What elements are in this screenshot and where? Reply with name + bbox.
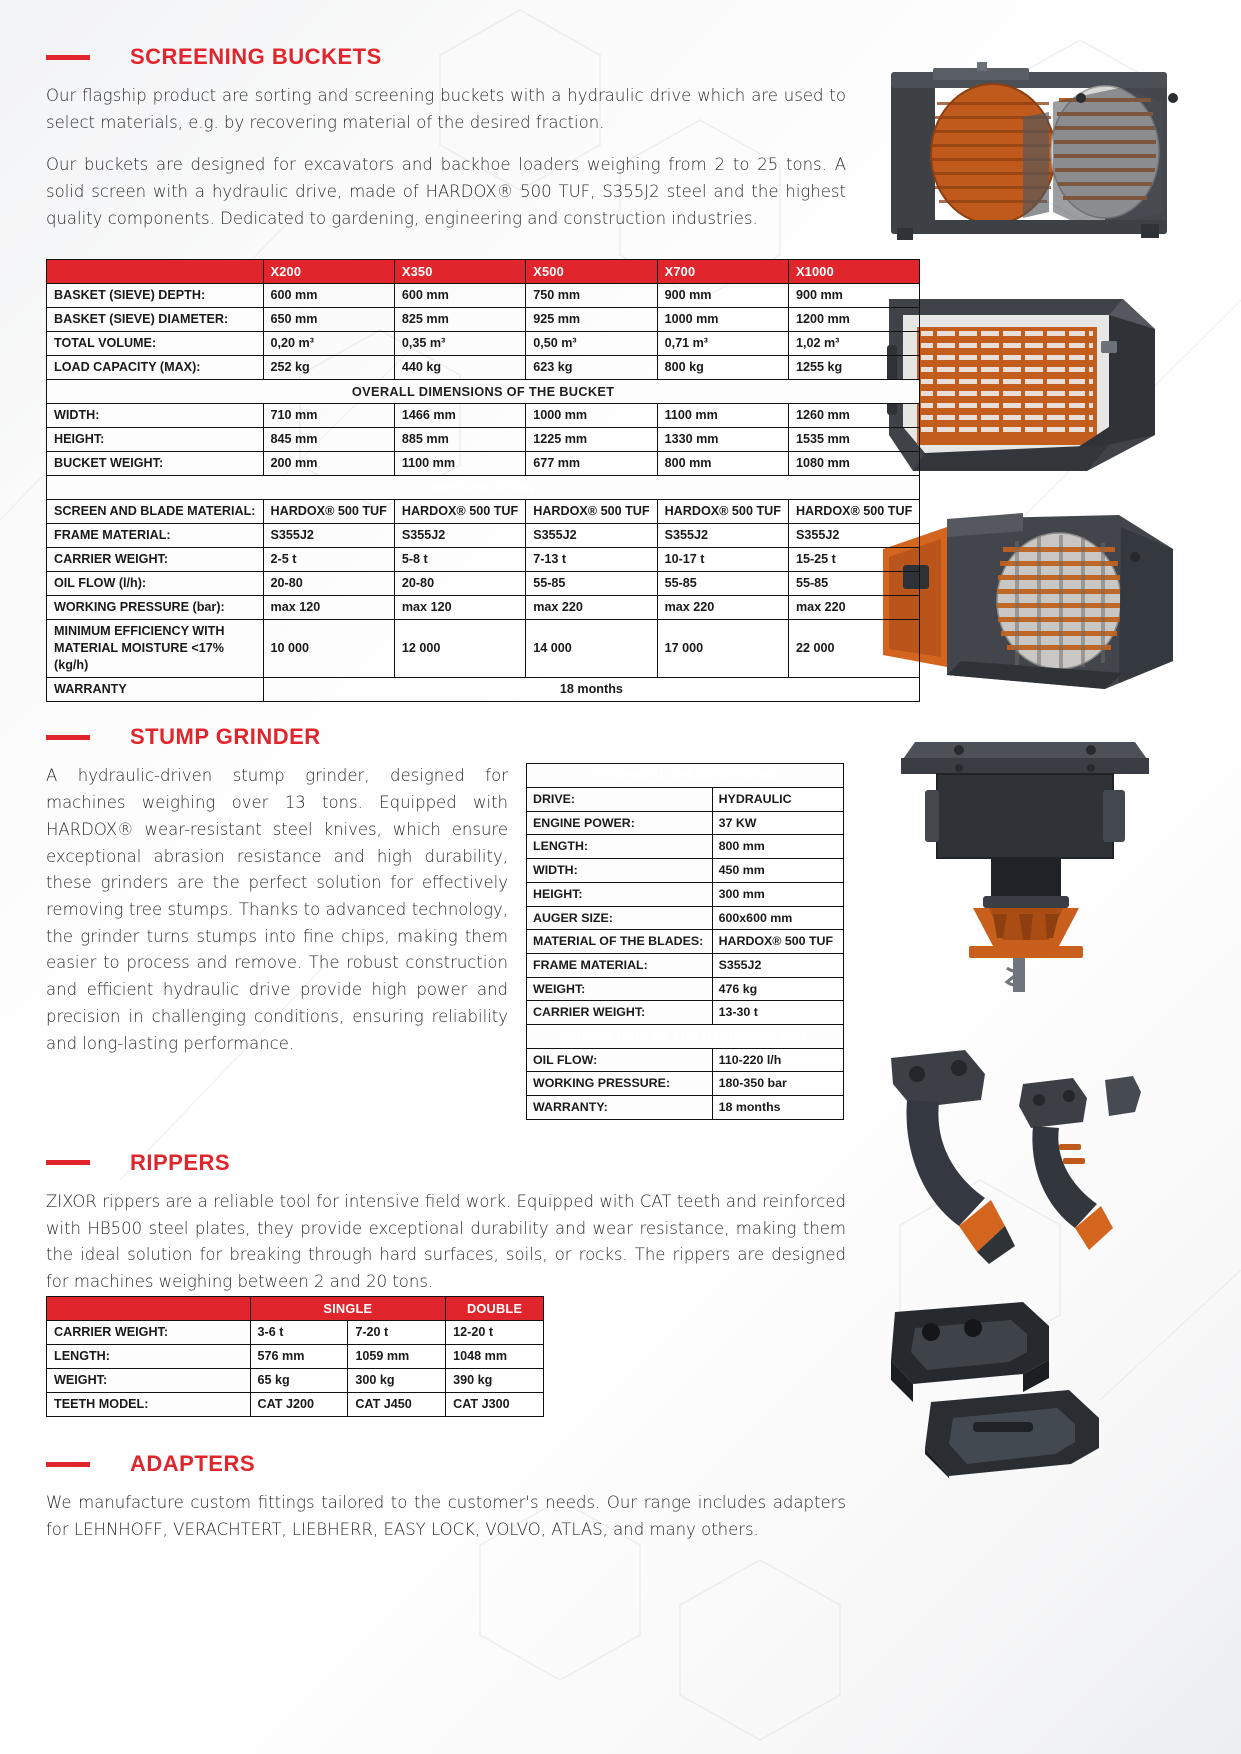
row-label: LENGTH: (47, 1345, 251, 1369)
table-row (47, 1321, 544, 1345)
table-row (47, 355, 920, 379)
table-row (47, 572, 920, 596)
row-value: 1225 mm (526, 428, 657, 452)
row-value: 1330 mm (657, 428, 788, 452)
row-label: DRIVE: (527, 787, 713, 811)
table-row (47, 428, 920, 452)
table-row (47, 596, 920, 620)
table-header-row (47, 259, 920, 283)
row-value: 1255 kg (788, 355, 919, 379)
row-label: MINIMUM EFFICIENCY WITH MATERIAL MOISTURE <17% (kg/h) (47, 620, 264, 678)
row-label: OIL FLOW: (527, 1048, 713, 1072)
row-value: 476 kg (712, 977, 843, 1001)
row-label: FRAME MATERIAL: (47, 524, 264, 548)
row-value: 22 000 (788, 620, 919, 678)
row-label: WIDTH: (47, 404, 264, 428)
row-value: 1,02 m³ (788, 331, 919, 355)
row-value: 0,35 m³ (394, 331, 525, 355)
table-row (527, 1072, 844, 1096)
model-header: X1000 (788, 259, 919, 283)
double-header: DOUBLE (446, 1296, 544, 1320)
row-value: 600x600 mm (712, 906, 843, 930)
buckets-paragraph-2: Our buckets are designed for excavators and backhoe loaders weighing from 2 to 25 tons. A solid screen with a hydraulic drive, made of HARDOX® 500 TUF, S355J2 steel and the highest quality components. Dedicated to gardening, engineering and construction industries. (46, 155, 846, 228)
table-row (527, 930, 844, 954)
row-value: 1080 mm (788, 452, 919, 476)
red-dash-icon (46, 1160, 90, 1165)
table-row (527, 977, 844, 1001)
table-row (47, 620, 920, 678)
table-row (47, 1369, 544, 1393)
table-row (47, 524, 920, 548)
table-row (47, 1345, 544, 1369)
row-value: S355J2 (526, 524, 657, 548)
row-value: 677 mm (526, 452, 657, 476)
table-row (47, 283, 920, 307)
row-label: SCREEN AND BLADE MATERIAL: (47, 500, 264, 524)
red-dash-icon (46, 55, 90, 60)
band-row-specification (47, 476, 920, 500)
row-value: 2-5 t (263, 548, 394, 572)
row-value: max 220 (788, 596, 919, 620)
table-row (47, 1393, 544, 1417)
row-value: HARDOX® 500 TUF (263, 500, 394, 524)
row-value: 252 kg (263, 355, 394, 379)
stump-grinder-text (46, 763, 508, 1057)
band-label: SPECIFICATION (47, 476, 920, 500)
row-value: HARDOX® 500 TUF (526, 500, 657, 524)
row-value: 1059 mm (348, 1345, 446, 1369)
row-value: 1260 mm (788, 404, 919, 428)
buckets-paragraph-1: Our flagship product are sorting and screening buckets with a hydraulic drive which are used to select materials, e.g. by recovering material of the desired fraction. (46, 86, 846, 132)
table-header-row (527, 764, 844, 787)
grinder-paragraph-1: A hydraulic-driven stump grinder, designed for machines weighing over 13 tons. Equipped with HARDOX® wear-resistant steel knives, which ensure exceptional abrasion resistance and high durability, these grinders are the perfect solution for effectively removing tree stumps. Thanks to advanced technology, the grinder turns stumps into fine chips, making them easier to process and remove. The robust construction and efficient hydraulic drive provide high power and precision in challenging conditions, ensuring reliability and long-lasting performance. (46, 766, 508, 1053)
row-value: 440 kg (394, 355, 525, 379)
row-value: 55-85 (526, 572, 657, 596)
band-row-dimensions (47, 379, 920, 403)
model-header: X350 (394, 259, 525, 283)
table-row (527, 1001, 844, 1025)
row-value: 55-85 (657, 572, 788, 596)
table-row (47, 307, 920, 331)
row-value: max 120 (263, 596, 394, 620)
row-value: 1000 mm (657, 307, 788, 331)
row-value: 10 000 (263, 620, 394, 678)
table-row (527, 811, 844, 835)
section-rippers (46, 1150, 846, 1296)
row-value: 800 kg (657, 355, 788, 379)
row-value: 200 mm (263, 452, 394, 476)
row-value: 12-20 t (446, 1321, 544, 1345)
section-title: STUMP GRINDER (130, 724, 321, 750)
stump-grinder-content (46, 763, 1195, 1119)
row-value: HARDOX® 500 TUF (394, 500, 525, 524)
row-value: S355J2 (657, 524, 788, 548)
row-value: 390 kg (446, 1369, 544, 1393)
row-value: CAT J200 (250, 1393, 348, 1417)
warranty-label: WARRANTY (47, 678, 264, 702)
rippers-spec-table (46, 1296, 544, 1417)
rippers-paragraph-1: ZIXOR rippers are a reliable tool for intensive field work. Equipped with CAT teeth and reinforced with HB500 steel plates, they provide exceptional durability and wear resistance, making them the ideal solution for breaking through hard surfaces, soils, or rocks. The rippers are designed for machines weighing between 2 and 20 tons. (46, 1191, 846, 1292)
table-row (527, 787, 844, 811)
row-value: 300 mm (712, 882, 843, 906)
rippers-heading (46, 1150, 846, 1176)
table-row (47, 548, 920, 572)
row-value: max 120 (394, 596, 525, 620)
row-value: 600 mm (263, 283, 394, 307)
row-label: FRAME MATERIAL: (527, 954, 713, 978)
row-value: 18 months (712, 1096, 843, 1120)
row-value: 20-80 (394, 572, 525, 596)
row-value: 450 mm (712, 859, 843, 883)
row-value: 20-80 (263, 572, 394, 596)
band-row-hydraulic (527, 1025, 844, 1048)
header-blank (47, 259, 264, 283)
adapters-heading (46, 1451, 846, 1477)
row-value: 7-20 t (348, 1321, 446, 1345)
row-value: 650 mm (263, 307, 394, 331)
row-value: 825 mm (394, 307, 525, 331)
row-value: CAT J450 (348, 1393, 446, 1417)
row-label: HEIGHT: (47, 428, 264, 452)
row-value: 17 000 (657, 620, 788, 678)
row-value: 110-220 l/h (712, 1048, 843, 1072)
table-row (47, 404, 920, 428)
screening-buckets-heading (46, 44, 846, 70)
row-value: S355J2 (712, 954, 843, 978)
stump-grinder-heading (46, 724, 1195, 750)
row-value: 1466 mm (394, 404, 525, 428)
row-label: BUCKET WEIGHT: (47, 452, 264, 476)
row-value: 37 KW (712, 811, 843, 835)
technical-specifications-header: TECHNICAL SPECIFICATIONS (527, 764, 844, 787)
row-label: CARRIER WEIGHT: (47, 1321, 251, 1345)
row-value: 623 kg (526, 355, 657, 379)
row-value: 0,20 m³ (263, 331, 394, 355)
section-title: RIPPERS (130, 1149, 231, 1175)
row-label: ENGINE POWER: (527, 811, 713, 835)
row-value: 750 mm (526, 283, 657, 307)
row-value: 1100 mm (394, 452, 525, 476)
row-value: 13-30 t (712, 1001, 843, 1025)
row-value: 800 mm (712, 835, 843, 859)
row-value: S355J2 (394, 524, 525, 548)
model-header: X200 (263, 259, 394, 283)
row-value: max 220 (526, 596, 657, 620)
row-label: WORKING PRESSURE: (527, 1072, 713, 1096)
section-screening-buckets (46, 44, 846, 233)
row-label: WIDTH: (527, 859, 713, 883)
row-value: 576 mm (250, 1345, 348, 1369)
row-label: CARRIER WEIGHT: (527, 1001, 713, 1025)
band-label: PARAMETERS OF THE HYDRAULIC LINE (527, 1025, 844, 1048)
row-label: WEIGHT: (527, 977, 713, 1001)
row-label: BASKET (SIEVE) DIAMETER: (47, 307, 264, 331)
row-value: 600 mm (394, 283, 525, 307)
table-row (527, 835, 844, 859)
row-label: TOTAL VOLUME: (47, 331, 264, 355)
row-value: 10-17 t (657, 548, 788, 572)
row-value: 885 mm (394, 428, 525, 452)
table-row (47, 452, 920, 476)
row-value: 65 kg (250, 1369, 348, 1393)
row-value: 710 mm (263, 404, 394, 428)
row-label: AUGER SIZE: (527, 906, 713, 930)
row-label: LENGTH: (527, 835, 713, 859)
row-value: HARDOX® 500 TUF (657, 500, 788, 524)
row-value: 5-8 t (394, 548, 525, 572)
row-label: WARRANTY: (527, 1096, 713, 1120)
row-value: 1100 mm (657, 404, 788, 428)
row-label: CARRIER WEIGHT: (47, 548, 264, 572)
section-adapters (46, 1451, 846, 1543)
table-row (47, 500, 920, 524)
table-row (527, 906, 844, 930)
row-value: 180-350 bar (712, 1072, 843, 1096)
table-header-row (47, 1296, 544, 1320)
row-label: BASKET (SIEVE) DEPTH: (47, 283, 264, 307)
row-label: WORKING PRESSURE (bar): (47, 596, 264, 620)
header-blank (47, 1296, 251, 1320)
row-value: 14 000 (526, 620, 657, 678)
row-value: 925 mm (526, 307, 657, 331)
section-title: SCREENING BUCKETS (130, 44, 382, 69)
row-value: HARDOX® 500 TUF (712, 930, 843, 954)
row-value: 0,71 m³ (657, 331, 788, 355)
row-value: 1048 mm (446, 1345, 544, 1369)
red-dash-icon (46, 735, 90, 740)
table-row-warranty (47, 678, 920, 702)
row-value: S355J2 (788, 524, 919, 548)
row-value: 1200 mm (788, 307, 919, 331)
table-row (527, 882, 844, 906)
row-value: 15-25 t (788, 548, 919, 572)
row-label: WEIGHT: (47, 1369, 251, 1393)
row-value: 7-13 t (526, 548, 657, 572)
row-label: OIL FLOW (l/h): (47, 572, 264, 596)
single-header: SINGLE (250, 1296, 446, 1320)
row-value: 1000 mm (526, 404, 657, 428)
model-header: X700 (657, 259, 788, 283)
row-value: HARDOX® 500 TUF (788, 500, 919, 524)
row-label: MATERIAL OF THE BLADES: (527, 930, 713, 954)
screening-buckets-spec-table (46, 259, 920, 703)
adapters-paragraph-1: We manufacture custom fittings tailored to the customer's needs. Our range includes adapters for LEHNHOFF, VERACHTERT, LIEBHERR, EASY LOCK, VOLVO, ATLAS, and many others. (46, 1493, 846, 1539)
section-title: ADAPTERS (130, 1451, 256, 1477)
red-dash-icon (46, 1462, 90, 1467)
table-row (47, 331, 920, 355)
row-value: 12 000 (394, 620, 525, 678)
row-value: HYDRAULIC (712, 787, 843, 811)
row-value: S355J2 (263, 524, 394, 548)
row-label: LOAD CAPACITY (MAX): (47, 355, 264, 379)
row-value: 0,50 m³ (526, 331, 657, 355)
row-value: 845 mm (263, 428, 394, 452)
row-value: 3-6 t (250, 1321, 348, 1345)
table-row (527, 859, 844, 883)
table-row (527, 954, 844, 978)
row-value: max 220 (657, 596, 788, 620)
row-label: TEETH MODEL: (47, 1393, 251, 1417)
row-value: 900 mm (657, 283, 788, 307)
warranty-value: 18 months (263, 678, 920, 702)
row-value: 900 mm (788, 283, 919, 307)
band-label: OVERALL DIMENSIONS OF THE BUCKET (47, 379, 920, 403)
model-header: X500 (526, 259, 657, 283)
table-row (527, 1048, 844, 1072)
table-row (527, 1096, 844, 1120)
row-value: CAT J300 (446, 1393, 544, 1417)
stump-grinder-spec-table (526, 763, 844, 1119)
row-value: 300 kg (348, 1369, 446, 1393)
row-label: HEIGHT: (527, 882, 713, 906)
row-value: 800 mm (657, 452, 788, 476)
row-value: 55-85 (788, 572, 919, 596)
row-value: 1535 mm (788, 428, 919, 452)
